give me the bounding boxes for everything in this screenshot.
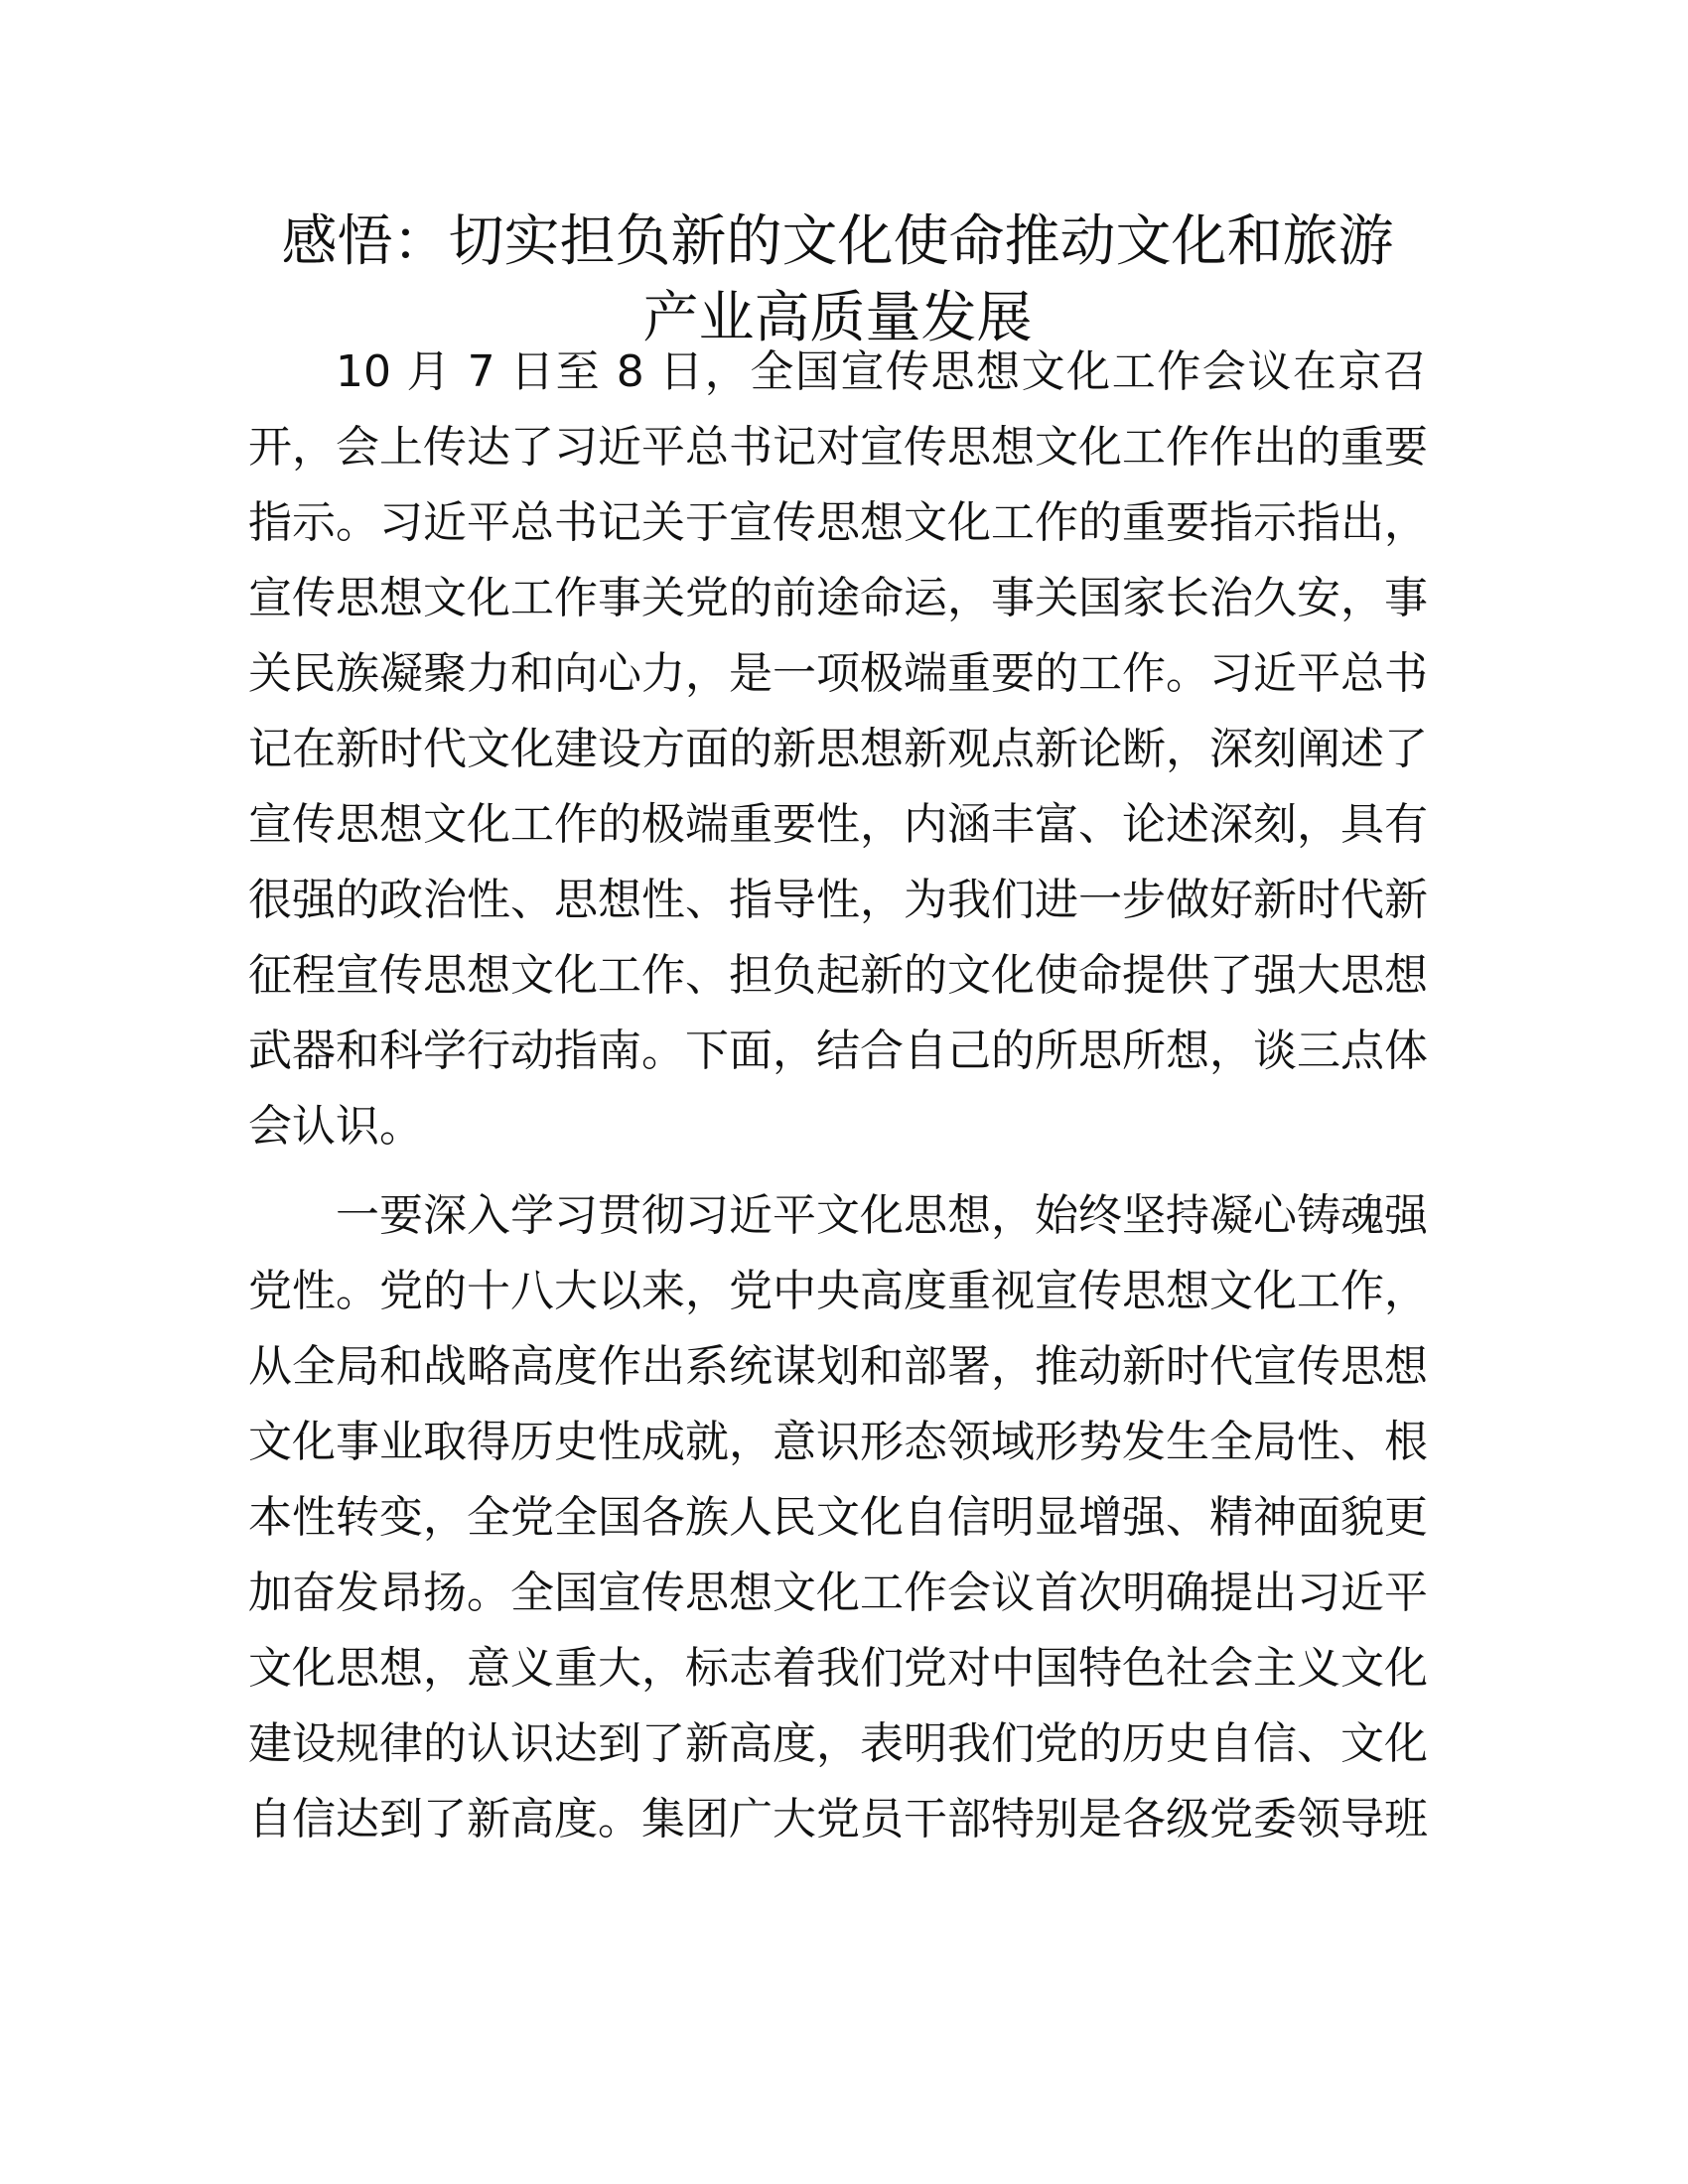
paragraph-1 xyxy=(248,335,1427,1164)
text-line: 关民族凝聚力和向心力，是一项极端重要的工作。习近平总书 xyxy=(248,648,1428,699)
text-line: 文化思想，意义重大，标志着我们党对中国特色社会主义文化 xyxy=(248,1643,1428,1694)
text-line: 本性转变，全党全国各族人民文化自信明显增强、精神面貌更 xyxy=(248,1492,1428,1543)
text-line: 征程宣传思想文化工作、担负起新的文化使命提供了强大思想 xyxy=(248,950,1428,1001)
text-line: 10 月 7 日至 8 日，全国宣传思想文化工作会议在京召 xyxy=(336,346,1427,397)
text-line: 指示。习近平总书记关于宣传思想文化工作的重要指示指出， xyxy=(248,497,1428,548)
text-line: 加奋发昂扬。全国宣传思想文化工作会议首次明确提出习近平 xyxy=(248,1568,1428,1618)
text-line: 党性。党的十八大以来，党中央高度重视宣传思想文化工作， xyxy=(248,1266,1428,1316)
text-line: 会认识。 xyxy=(248,1101,423,1152)
text-line: 从全局和战略高度作出系统谋划和部署，推动新时代宣传思想 xyxy=(248,1341,1428,1392)
title-line: 感悟：切实担负新的文化使命推动文化和旅游 xyxy=(281,209,1394,274)
document-body xyxy=(248,335,1427,1857)
text-line: 开，会上传达了习近平总书记对宣传思想文化工作作出的重要 xyxy=(248,422,1428,473)
text-line: 自信达到了新高度。集团广大党员干部特别是各级党委领导班 xyxy=(248,1794,1428,1844)
text-line: 宣传思想文化工作事关党的前途命运，事关国家长治久安，事 xyxy=(248,573,1428,623)
text-line: 武器和科学行动指南。下面，结合自己的所思所想，谈三点体 xyxy=(248,1025,1428,1076)
text-line: 一要深入学习贯彻习近平文化思想，始终坚持凝心铸魂强 xyxy=(336,1190,1428,1241)
text-line: 宣传思想文化工作的极端重要性，内涵丰富、论述深刻，具有 xyxy=(248,799,1428,850)
text-line: 记在新时代文化建设方面的新思想新观点新论断，深刻阐述了 xyxy=(248,724,1428,774)
text-line: 很强的政治性、思想性、指导性，为我们进一步做好新时代新 xyxy=(248,875,1428,925)
document-title xyxy=(248,204,1427,356)
text-line: 建设规律的认识达到了新高度，表明我们党的历史自信、文化 xyxy=(248,1718,1428,1769)
text-line: 文化事业取得历史性成就，意识形态领域形势发生全局性、根 xyxy=(248,1417,1428,1467)
title-line: 产业高质量发展 xyxy=(642,286,1033,350)
paragraph-2 xyxy=(248,1178,1427,1857)
